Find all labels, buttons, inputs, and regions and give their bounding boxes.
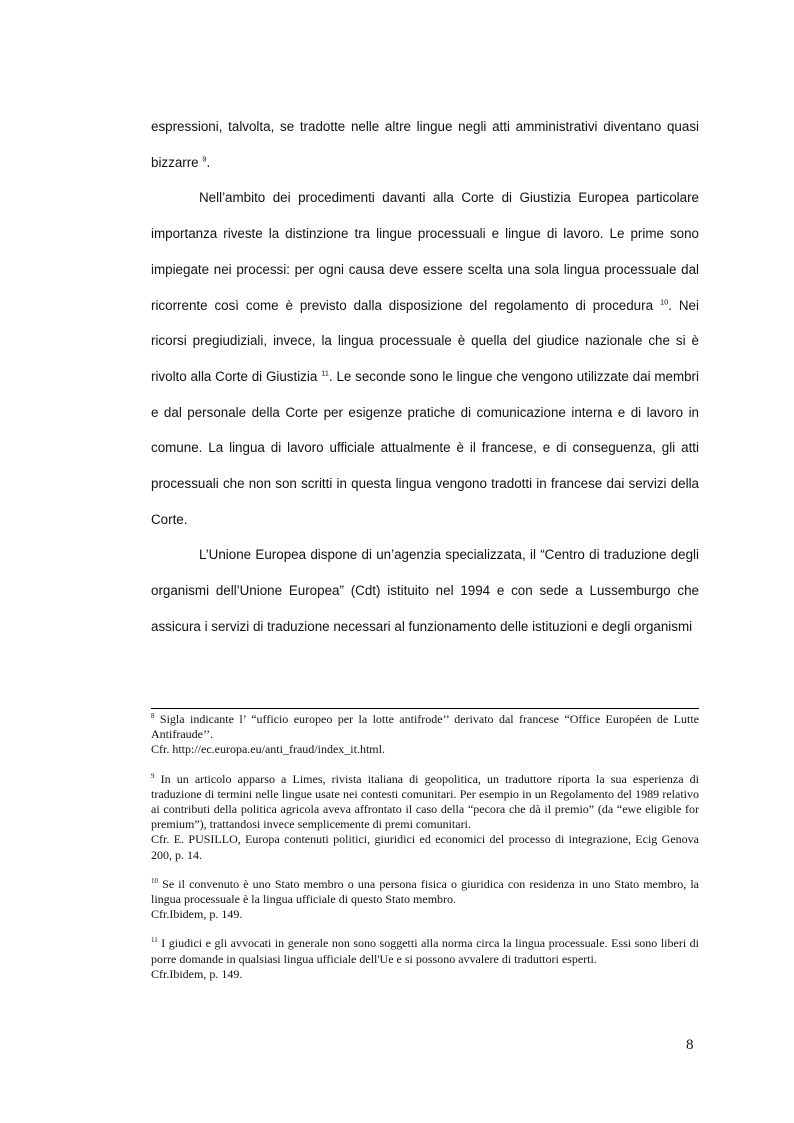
footnote-number: 10 <box>151 876 158 885</box>
footnotes <box>151 712 699 996</box>
footnote-text <box>151 712 699 742</box>
footnote-number: 11 <box>151 936 158 945</box>
footnote-separator <box>151 708 699 709</box>
paragraph-2-text-c: . Le seconde sono le lingue che vengono utilizzate dai membri e dal personale della Corte per esigenze pratiche di comunicazione interna e di lavoro in comune. La lingua di lavoro ufficiale attualmente è il francese, e di conseguenza, gli atti processuali che non son scritti in questa lingua vengono tradotti in francese dai servizi della Corte. <box>151 368 699 527</box>
footnote-body: Sigla indicante l’ “ufficio europeo per la lotte antifrode’’ derivato dal francese “Office Européen de Lutte Antifraude’’. <box>151 712 699 742</box>
footnote-9 <box>151 772 699 863</box>
paragraph-1-text: espressioni, talvolta, se tradotte nelle altre lingue negli atti amministrativi diventano quasi bizzarre <box>151 119 699 170</box>
footnote-ref-10: 10 <box>659 297 669 307</box>
paragraph-2 <box>151 180 699 537</box>
footnote-cfr: Cfr. http://ec.europa.eu/anti_fraud/index_it.html. <box>151 742 385 757</box>
footnote-number: 8 <box>151 712 155 720</box>
footnote-ref-9: 9 <box>202 154 207 164</box>
footnote-11 <box>151 936 699 982</box>
footnote-ref-11: 11 <box>321 368 329 378</box>
footnote-body: In un articolo apparso a Limes, rivista italiana di geopolitica, un traduttore riporta la sua esperienza di traduzione di termini nelle lingue usate nei contesti comunitari. Per esempio in un Regolamento del 1989 relativo ai contributi della politica agricola aveva affrontato il caso della “pecora che dà il premio” (da “ewe eligible for premium”), trattandosi invece semplicemente di premi comunitari. <box>151 771 700 832</box>
footnote-text <box>151 772 699 833</box>
paragraph-1-end: . <box>206 154 211 170</box>
footnote-8 <box>151 712 699 758</box>
footnote-cfr: Cfr.Ibidem, p. 149. <box>151 966 243 981</box>
footnote-text <box>151 877 699 907</box>
paragraph-2-text-a: Nell’ambito dei procedimenti davanti alla Corte di Giustizia Europea particolare importanza riveste la distinzione tra lingue processuali e lingue di lavoro. Le prime sono impiegate nei processi: per ogni causa deve essere scelta una sola lingua processuale dal ricorrente così come è previsto dalla disposizione del regolamento di procedura <box>151 190 699 313</box>
paragraph-3: L’Unione Europea dispone di un’agenzia specializzata, il “Centro di traduzione degli organismi dell’Unione Europea” (Cdt) istituito nel 1994 e con sede a Lussemburgo che assicura i servizi di traduzione necessari al funzionamento delle istituzioni e degli organismi <box>151 547 699 634</box>
paragraph-1 <box>151 109 699 180</box>
footnote-10 <box>151 877 699 923</box>
main-text <box>151 109 699 645</box>
footnote-body: Se il convenuto è uno Stato membro o una persona fisica o giuridica con residenza in uno Stato membro, la lingua processuale è la lingua ufficiale di questo Stato membro. <box>151 876 700 907</box>
footnote-body: I giudici e gli avvocati in generale non sono soggetti alla norma circa la lingua processuale. Essi sono liberi di porre domande in qualsiasi lingua ufficiale dell'Ue e si possono avvalere di traduttori esperti. <box>151 936 699 966</box>
footnote-number: 9 <box>151 771 155 780</box>
footnote-cfr: Cfr.Ibidem, p. 149. <box>151 907 243 922</box>
footnote-cfr: Cfr. E. PUSILLO, Europa contenuti politici, giuridici ed economici del processo di integrazione, Ecig Genova 200, p. 14. <box>151 832 699 862</box>
paragraph-2-text-b: . Nei ricorsi pregiudiziali, invece, la lingua processuale è quella del giudice nazionale che si è rivolto alla Corte di Giustizia <box>151 297 699 384</box>
page-number: 8 <box>686 1037 694 1053</box>
footnote-text <box>151 936 699 966</box>
